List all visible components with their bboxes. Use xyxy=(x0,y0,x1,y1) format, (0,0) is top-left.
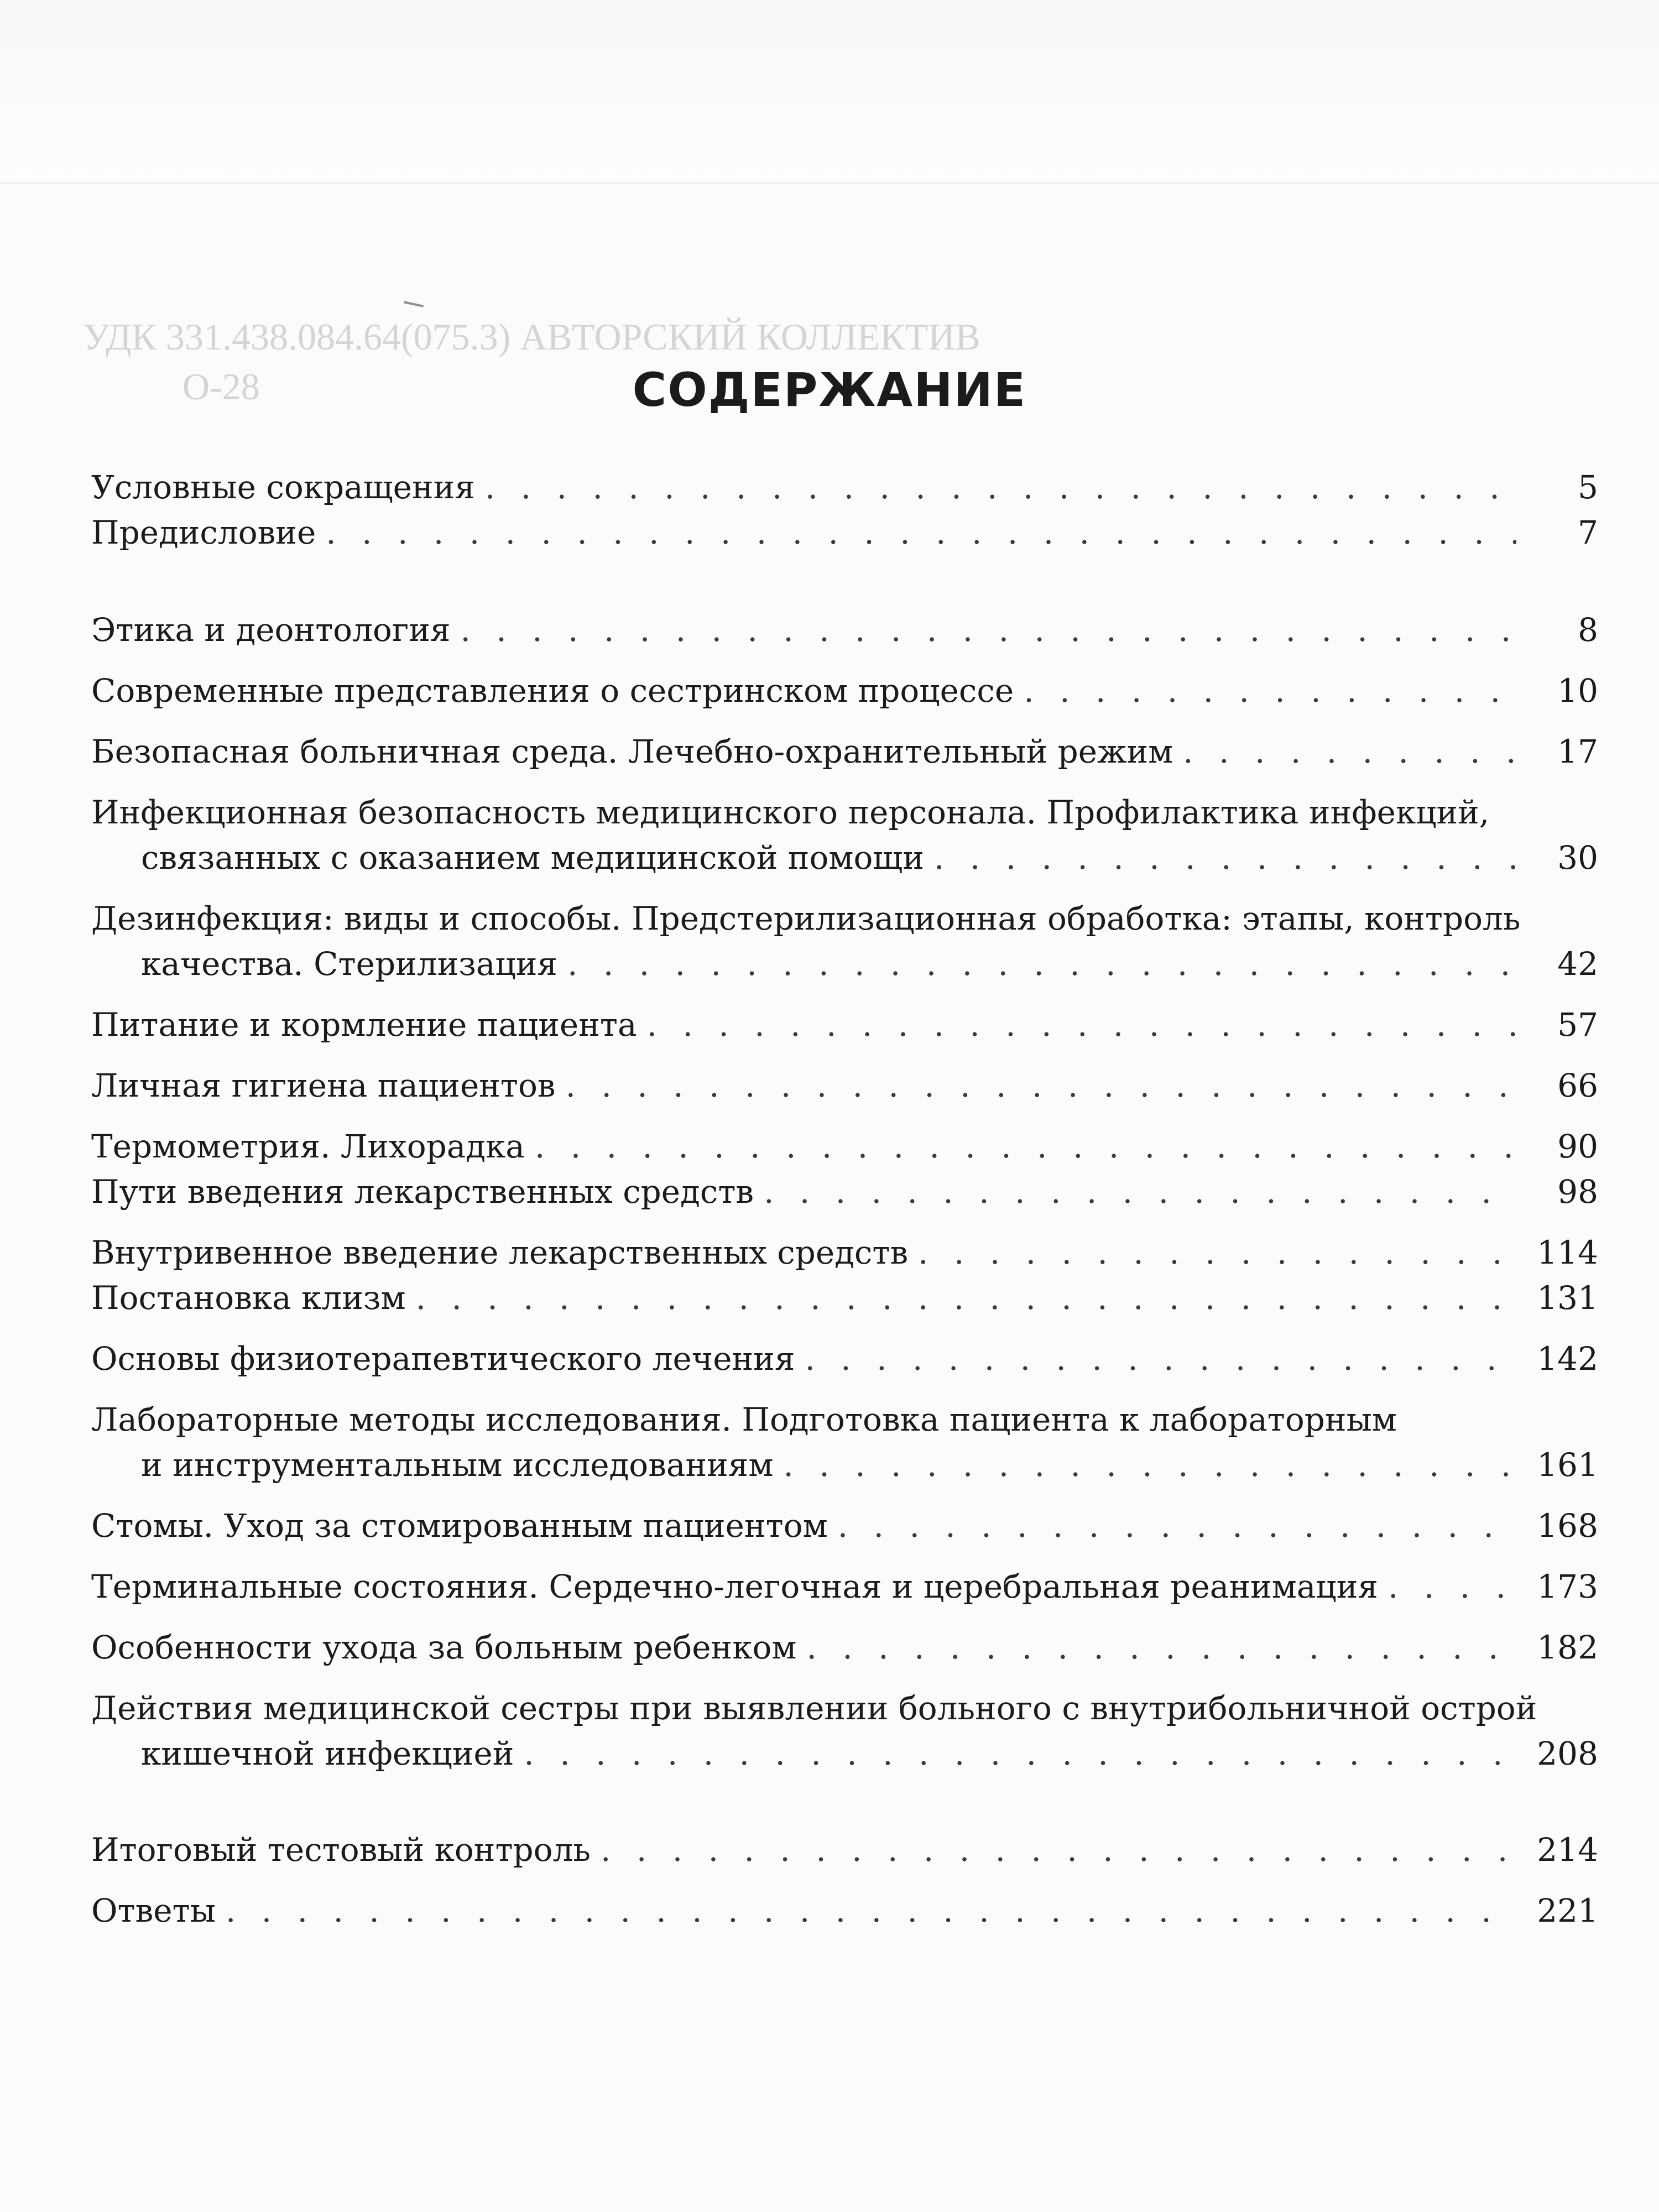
toc-entry xyxy=(91,1397,1598,1488)
toc-entry xyxy=(91,1002,1598,1047)
toc-entry-title: Личная гигиена пациентов xyxy=(91,1067,556,1104)
toc-page-number: 42 xyxy=(1557,945,1598,983)
toc-leader-dots xyxy=(535,1124,1516,1169)
toc-page-number: 17 xyxy=(1557,733,1598,770)
toc-leader-dots xyxy=(934,835,1516,880)
toc-entry-title: Ответы xyxy=(91,1892,216,1929)
toc-entry xyxy=(91,1063,1598,1108)
toc-entry xyxy=(91,1503,1598,1548)
toc-entry xyxy=(91,510,1598,555)
toc-entry xyxy=(91,607,1598,653)
toc-entry-title: Дезинфекция: виды и способы. Предстерилизационная обработка: этапы, контроль xyxy=(91,900,1521,937)
toc-leader-dots xyxy=(918,1230,1516,1275)
toc-entry-title: Условные сокращения xyxy=(91,468,475,506)
toc-page-number: 161 xyxy=(1537,1446,1598,1484)
toc-entry xyxy=(91,896,1598,987)
toc-entry xyxy=(91,668,1598,713)
toc-leader-dots xyxy=(567,941,1516,987)
toc-entry-title: и инструментальным исследованиям xyxy=(141,1446,774,1484)
toc-entry-title: качества. Стерилизация xyxy=(141,945,558,983)
toc-entry xyxy=(91,1888,1598,1933)
toc-entry-title: Пути введения лекарственных средств xyxy=(91,1173,754,1211)
toc-entry xyxy=(91,465,1598,510)
toc-entry-title: Стомы. Уход за стомированным пациентом xyxy=(91,1507,828,1545)
toc-page-number: 182 xyxy=(1537,1629,1598,1666)
toc-leader-dots xyxy=(647,1002,1516,1047)
toc-leader-dots xyxy=(783,1442,1516,1488)
toc-leader-dots xyxy=(416,1275,1516,1321)
page-top-edge xyxy=(0,0,1659,184)
toc-leader-dots xyxy=(805,1336,1516,1381)
toc-page-number: 90 xyxy=(1557,1128,1598,1165)
toc-leader-dots xyxy=(764,1169,1516,1214)
bleed-through-ref: О-28 xyxy=(182,366,260,408)
toc-page-number: 168 xyxy=(1537,1507,1598,1545)
toc-entry-title: Терминальные состояния. Сердечно-легочная и церебральная реанимация xyxy=(91,1568,1378,1605)
toc-entry xyxy=(91,790,1598,880)
toc-entry-title: Внутривенное введение лекарственных средств xyxy=(91,1234,909,1271)
toc-leader-dots xyxy=(524,1731,1516,1776)
ink-mark xyxy=(404,301,424,307)
toc-leader-dots xyxy=(326,510,1516,555)
toc-entry-title: Особенности ухода за больным ребенком xyxy=(91,1629,797,1666)
toc-page-number: 57 xyxy=(1557,1006,1598,1044)
toc-entry xyxy=(91,729,1598,774)
toc-page-number: 5 xyxy=(1578,468,1598,506)
toc-entry xyxy=(91,1625,1598,1670)
toc-entry-title: связанных с оказанием медицинской помощи xyxy=(141,839,924,877)
toc-entry-title: Инфекционная безопасность медицинского персонала. Профилактика инфекций, xyxy=(91,794,1490,831)
toc-page-number: 131 xyxy=(1537,1279,1598,1317)
toc-entry xyxy=(91,1124,1598,1169)
toc-page-number: 98 xyxy=(1557,1173,1598,1211)
toc-entry-title: кишечной инфекцией xyxy=(141,1735,514,1772)
toc-entry xyxy=(91,1230,1598,1275)
toc-entry-title: Основы физиотерапевтического лечения xyxy=(91,1340,795,1378)
toc-page-number: 173 xyxy=(1537,1568,1598,1605)
toc-page-number: 30 xyxy=(1557,839,1598,877)
toc-entry-title: Питание и кормление пациента xyxy=(91,1006,637,1044)
toc-entry-title: Итоговый тестовый контроль xyxy=(91,1831,591,1869)
toc-entry-title: Этика и деонтология xyxy=(91,611,451,649)
toc-page-number: 66 xyxy=(1557,1067,1598,1104)
toc-leader-dots xyxy=(566,1063,1516,1108)
toc-page-number: 114 xyxy=(1537,1234,1598,1271)
toc-entry xyxy=(91,1336,1598,1381)
bleed-through-heading: УДК 331.438.084.64(075.3) АВТОРСКИЙ КОЛЛЕКТИВ xyxy=(83,316,980,358)
toc-page-number: 8 xyxy=(1578,611,1598,649)
toc-page-number: 7 xyxy=(1578,514,1598,551)
toc-entry-title: Термометрия. Лихорадка xyxy=(91,1128,525,1165)
toc-entry-title: Безопасная больничная среда. Лечебно-охранительный режим xyxy=(91,733,1173,770)
toc-page-number: 208 xyxy=(1537,1735,1598,1772)
toc-page-number: 214 xyxy=(1537,1831,1598,1869)
toc-leader-dots xyxy=(838,1503,1516,1548)
toc-entry xyxy=(91,1827,1598,1872)
toc-leader-dots xyxy=(1024,668,1516,713)
toc-entry xyxy=(91,1686,1598,1776)
toc-entry-title: Действия медицинской сестры при выявлении больного с внутрибольничной острой xyxy=(91,1689,1537,1727)
toc-entry xyxy=(91,1564,1598,1609)
toc-entry xyxy=(91,1275,1598,1321)
toc-leader-dots xyxy=(1183,729,1516,774)
toc-entry-title: Современные представления о сестринском процессе xyxy=(91,672,1014,709)
toc-leader-dots xyxy=(485,465,1516,510)
toc-entry-title: Лабораторные методы исследования. Подготовка пациента к лабораторным xyxy=(91,1401,1397,1438)
toc-entry xyxy=(91,1169,1598,1214)
table-of-contents xyxy=(91,465,1598,1933)
toc-leader-dots xyxy=(226,1888,1516,1933)
toc-page-number: 142 xyxy=(1537,1340,1598,1378)
toc-leader-dots xyxy=(461,607,1517,653)
toc-entry-title: Предисловие xyxy=(91,514,316,551)
toc-page-number: 221 xyxy=(1537,1892,1598,1929)
toc-leader-dots xyxy=(807,1625,1517,1670)
page-title: СОДЕРЖАНИЕ xyxy=(632,363,1027,418)
toc-leader-dots xyxy=(601,1827,1516,1872)
toc-page-number: 10 xyxy=(1557,672,1598,709)
toc-entry-title: Постановка клизм xyxy=(91,1279,406,1317)
toc-leader-dots xyxy=(1388,1564,1516,1609)
